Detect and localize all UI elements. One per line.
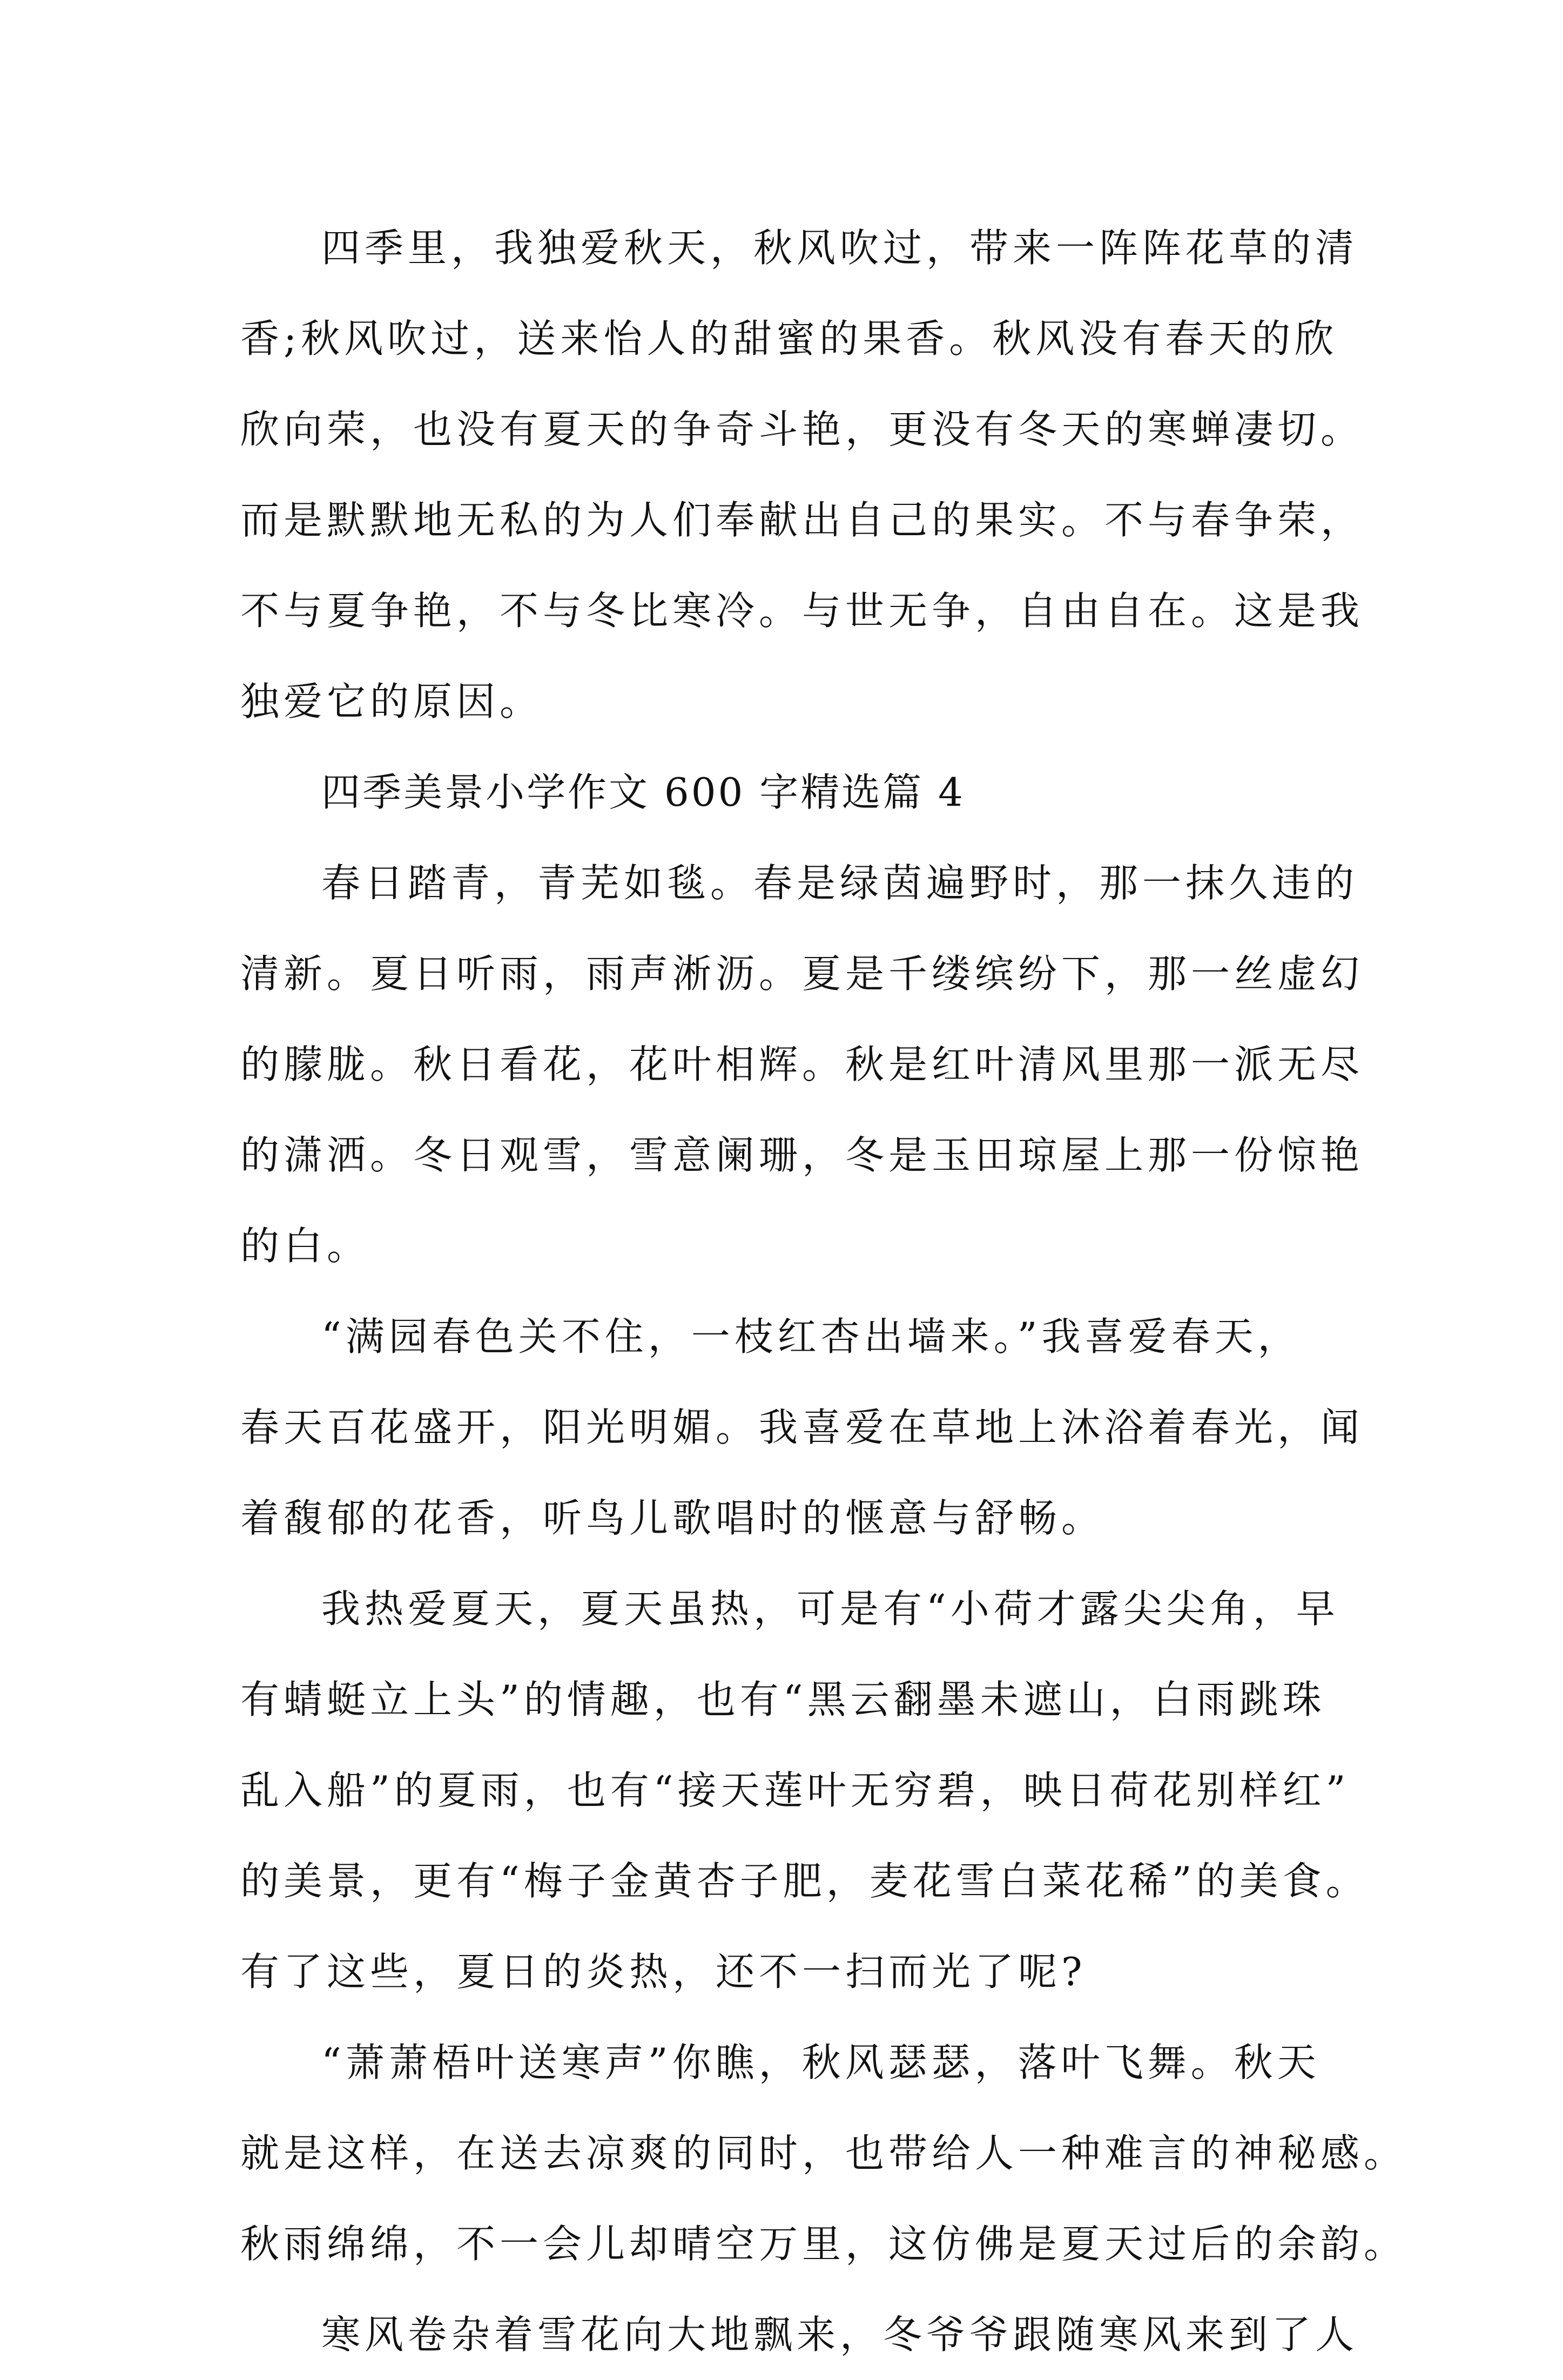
text-line: 不与夏争艳，不与冬比寒冷。与世无争，自由自在。这是我 xyxy=(240,588,1364,633)
text-line: 有了这些，夏日的炎热，还不一扫而光了呢? xyxy=(240,1949,1087,1994)
text-line: 春天百花盛开，阳光明媚。我喜爱在草地上沐浴着春光，闻 xyxy=(240,1405,1364,1450)
text-line: 的朦胧。秋日看花，花叶相辉。秋是红叶清风里那一派无尽 xyxy=(240,1042,1364,1087)
text-line: 的潇洒。冬日观雪，雪意阑珊，冬是玉田琼屋上那一份惊艳 xyxy=(240,1132,1364,1178)
text-line: 欣向荣，也没有夏天的争奇斗艳，更没有冬天的寒蝉凄切。 xyxy=(240,407,1364,452)
text-line: 而是默默地无私的为人们奉献出自己的果实。不与春争荣， xyxy=(240,497,1364,543)
text-line: 独爱它的原因。 xyxy=(240,679,543,724)
document-body xyxy=(240,203,1407,2380)
text-line: “满园春色关不住，一枝红杏出墙来。”我喜爱春天， xyxy=(321,1314,1301,1359)
section-heading: 四季美景小学作文 600 字精选篇 4 xyxy=(321,770,965,815)
text-line: 乱入船”的夏雨，也有“接天莲叶无穷碧，映日荷花别样红” xyxy=(240,1768,1350,1813)
text-line: 春日踏青，青芜如毯。春是绿茵遍野时，那一抹久违的 xyxy=(321,860,1359,906)
text-line: 四季里，我独爱秋天，秋风吹过，带来一阵阵花草的清 xyxy=(321,225,1359,271)
text-line: 着馥郁的花香，听鸟儿歌唱时的惬意与舒畅。 xyxy=(240,1495,1105,1541)
text-line: 我热爱夏天，夏天虽热，可是有“小荷才露尖尖角，早 xyxy=(321,1586,1339,1631)
text-line: 清新。夏日听雨，雨声淅沥。夏是千缕缤纷下，那一丝虚幻 xyxy=(240,951,1364,996)
text-line: 的美景，更有“梅子金黄杏子肥，麦花雪白菜花稀”的美食。 xyxy=(240,1858,1369,1904)
text-line: 香;秋风吹过，送来怡人的甜蜜的果香。秋风没有春天的欣 xyxy=(240,316,1338,361)
text-line: 有蜻蜓立上头”的情趣，也有“黑云翻墨未遮山，白雨跳珠 xyxy=(240,1677,1326,1722)
text-line: “萧萧梧叶送寒声”你瞧，秋风瑟瑟，落叶飞舞。秋天 xyxy=(321,2040,1321,2085)
text-line: 秋雨绵绵，不一会儿却晴空万里，这仿佛是夏天过后的余韵。 xyxy=(240,2221,1407,2267)
text-line: 寒风卷杂着雪花向大地飘来，冬爷爷跟随寒风来到了人 xyxy=(321,2312,1359,2357)
text-line: 就是这样，在送去凉爽的同时，也带给人一种难言的神秘感。 xyxy=(240,2130,1407,2176)
text-line: 的白。 xyxy=(240,1223,370,1269)
